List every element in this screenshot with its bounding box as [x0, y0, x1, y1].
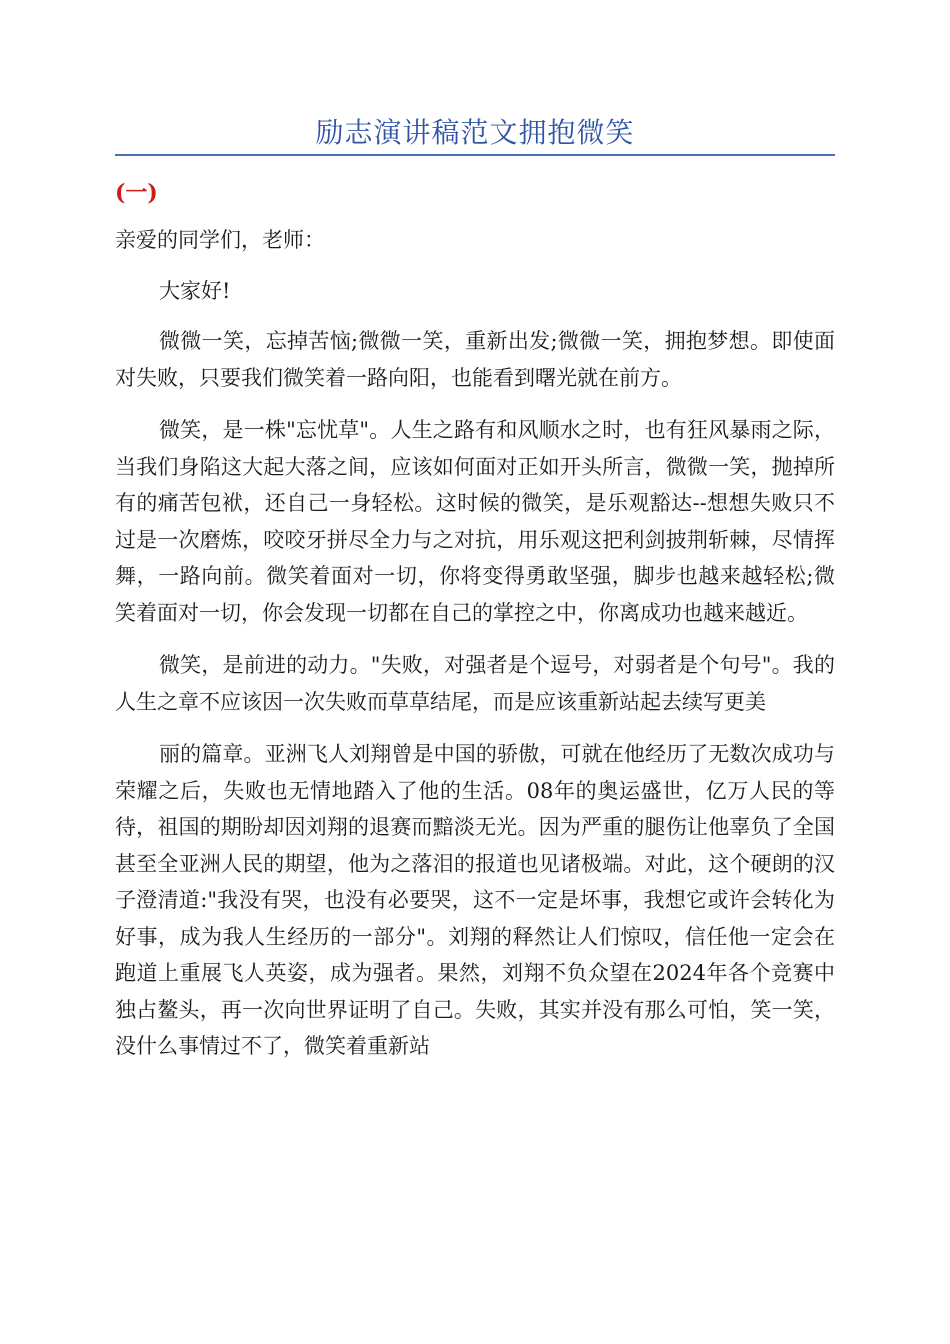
- section-label: (一): [115, 180, 158, 206]
- salutation: 亲爱的同学们，老师：: [115, 228, 325, 252]
- document-body: [115, 222, 835, 1081]
- body-paragraph: 微笑，是一株"忘忧草"。人生之路有和风顺水之时，也有狂风暴雨之际，当我们身陷这大起大落之间，应该如何面对正如开头所言，微微一笑，抛掉所有的痛苦包袱，还自己一身轻松。这时候的微笑，是乐观豁达--想想失败只不过是一次磨炼，咬咬牙拼尽全力与之对抗，用乐观这把利剑披荆斩棘，尽情挥舞，一路向前。微笑着面对一切，你将变得勇敢坚强，脚步也越来越轻松;微笑着面对一切，你会发现一切都在自己的掌控之中，你离成功也越来越近。: [115, 418, 835, 625]
- body-paragraph: 丽的篇章。亚洲飞人刘翔曾是中国的骄傲，可就在他经历了无数次成功与荣耀之后，失败也无情地踏入了他的生活。08年的奥运盛世，亿万人民的等待，祖国的期盼却因刘翔的退赛而黯淡无光。因为严重的腿伤让他辜负了全国甚至全亚洲人民的期望，他为之落泪的报道也见诸极端。对此，这个硬朗的汉子澄清道:"我没有哭，也没有必要哭，这不一定是坏事，我想它或许会转化为好事，成为我人生经历的一部分"。刘翔的释然让人们惊叹，信任他一定会在跑道上重展飞人英姿，成为强者。果然，刘翔不负众望在2024年各个竞赛中独占鳌头，再一次向世界证明了自己。失败，其实并没有那么可怕，笑一笑，没什么事情过不了，微笑着重新站: [115, 742, 835, 1058]
- title-divider: [115, 154, 835, 156]
- page-title: 励志演讲稿范文拥抱微笑: [315, 116, 635, 149]
- body-paragraph: 微笑，是前进的动力。"失败，对强者是个逗号，对弱者是个句号"。我的人生之章不应该因一次失败而草草结尾，而是应该重新站起去续写更美: [115, 653, 835, 714]
- body-paragraph: 微微一笑，忘掉苦恼;微微一笑，重新出发;微微一笑，拥抱梦想。即使面对失败，只要我们微笑着一路向阳，也能看到曙光就在前方。: [115, 329, 835, 390]
- greeting: 大家好!: [159, 278, 231, 303]
